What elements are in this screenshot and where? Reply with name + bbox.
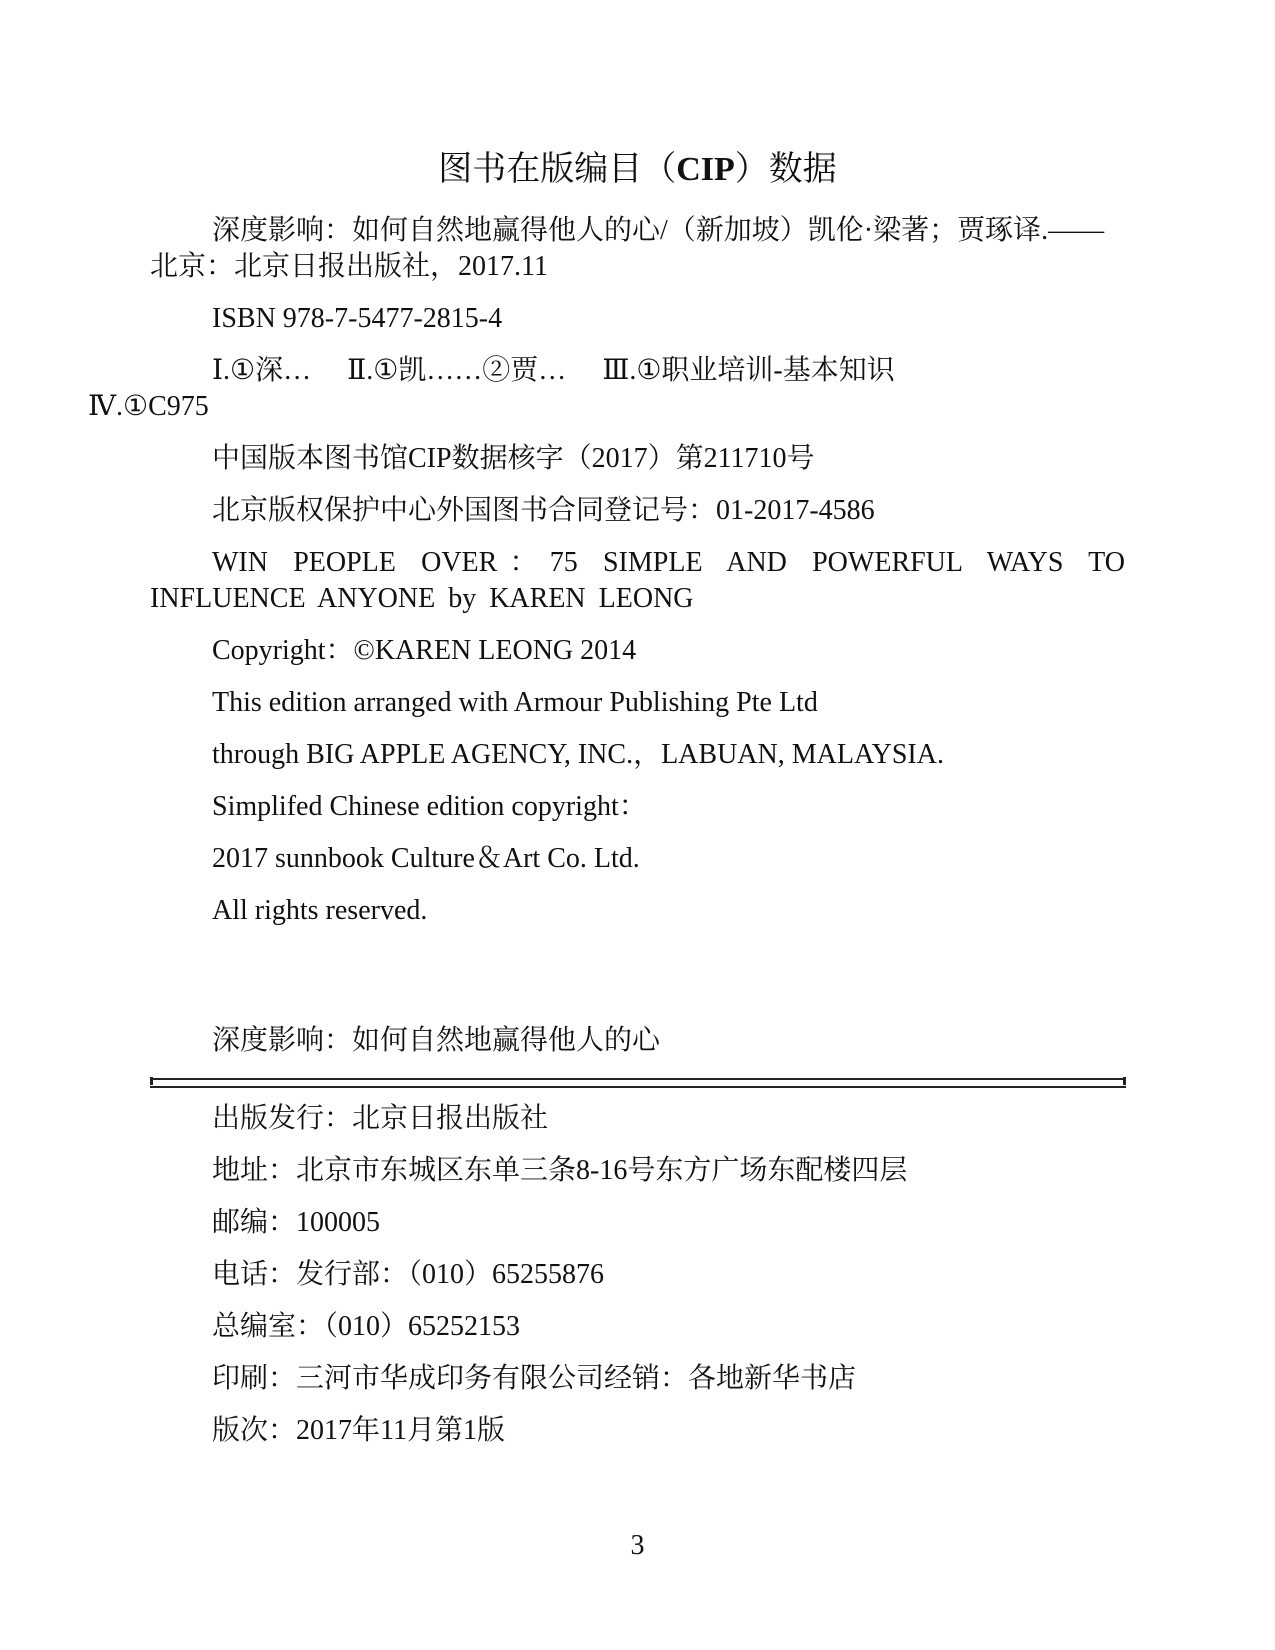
phone: 电话：发行部：（010）65255876 xyxy=(212,1259,605,1290)
arranged-line: This edition arranged with Armour Publishing Pte Ltd xyxy=(212,687,818,718)
rights-line: All rights reserved. xyxy=(212,895,428,926)
original-title: WIN PEOPLE OVER：75 SIMPLE AND POWERFUL WAYS TO INFLUENCE ANYONE by KAREN LEONG xyxy=(150,547,1125,614)
book-title: 深度影响：如何自然地赢得他人的心 xyxy=(212,1025,661,1056)
cip-entry: 深度影响：如何自然地赢得他人的心/（新加坡）凯伦·梁著；贾琢译.——北京：北京日报出版社，2017.11 xyxy=(150,215,1105,282)
page-title xyxy=(150,150,1125,190)
through-line: through BIG APPLE AGENCY, INC.，LABUAN, MALAYSIA. xyxy=(212,739,944,770)
title-suffix: ）数据 xyxy=(734,151,837,188)
address: 地址：北京市东城区东单三条8-16号东方广场东配楼四层 xyxy=(212,1155,908,1186)
cip-number: 中国版本图书馆CIP数据核字（2017）第211710号 xyxy=(212,443,815,474)
copyright-registration: 北京版权保护中心外国图书合同登记号：01-2017-4586 xyxy=(212,495,875,526)
isbn: ISBN 978-7-5477-2815-4 xyxy=(212,303,503,334)
simplified-line: Simplifed Chinese edition copyright： xyxy=(212,791,647,822)
printing: 印刷：三河市华成印务有限公司经销：各地新华书店 xyxy=(212,1363,857,1394)
sunnbook-line: 2017 sunnbook Culture＆Art Co. Ltd. xyxy=(212,843,640,874)
class-roman-1: Ⅰ.①深… xyxy=(212,355,312,386)
class-roman-2: Ⅱ.①凯……②贾… xyxy=(347,355,567,386)
imprint-block xyxy=(150,1093,1125,1457)
edition: 版次：2017年11月第1版 xyxy=(212,1415,505,1446)
double-rule-divider xyxy=(150,1078,1126,1088)
publisher: 出版发行：北京日报出版社 xyxy=(212,1103,549,1134)
title-cip: CIP xyxy=(676,151,735,188)
classification xyxy=(88,353,1125,425)
class-roman-4: Ⅳ.①C975 xyxy=(88,391,209,422)
title-prefix: 图书在版编目（ xyxy=(438,151,677,188)
editorial-phone: 总编室：（010）65252153 xyxy=(212,1311,521,1342)
class-roman-3: Ⅲ.①职业培训-基本知识 xyxy=(602,355,895,386)
postcode: 邮编：100005 xyxy=(212,1207,381,1238)
page-number: 3 xyxy=(630,1530,645,1561)
copyright-line: Copyright：©KAREN LEONG 2014 xyxy=(212,635,637,666)
cip-block xyxy=(88,213,1125,929)
